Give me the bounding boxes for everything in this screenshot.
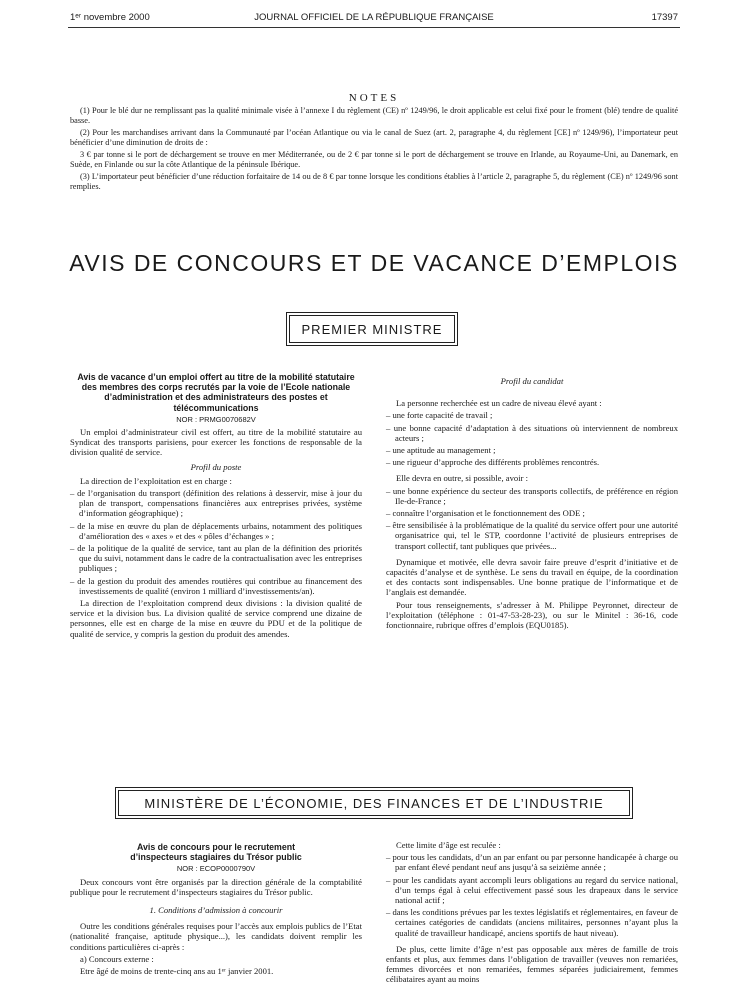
direction-item: – de l’organisation du transport (définition des relations à desservir, mise à jour du plan de transport, compensations financières aux entreprises privées, système d’information géographique) ; xyxy=(70,488,362,519)
recul-item: – pour les candidats ayant accompli leurs obligations au regard du service national, d’un temps égal à celui effectivement passé sous les drapeaux dans le service national actif ; xyxy=(386,874,678,906)
direction-item: – de la politique de la qualité de service, tant au plan de la définition des priorités que du suivi, notamment dans le cadre de la contractualisation avec les entreprises publiques ; xyxy=(70,543,362,574)
nor-reference: NOR : PRMG0070682V xyxy=(176,414,256,424)
age-limit: Etre âgé de moins de trente-cinq ans au 1ᵉʳ janvier 2001. xyxy=(80,966,274,977)
section-heading-ministere-economie: MINISTÈRE DE L’ÉCONOMIE, DES FINANCES ET DE L’INDUSTRIE xyxy=(118,790,630,816)
direction-item: – de la gestion du produit des amendes routières qui contribue au financement des investissements de qualité (environ 1 milliard d’investissements/an). xyxy=(70,575,362,596)
notes-list xyxy=(70,106,678,194)
candidat-item: – une forte capacité de travail ; xyxy=(386,410,493,421)
avis-vacance-title: Avis de vacance d’un emploi offert au titre de la mobilité statutaire des membres des corps recrutés par la voie de l’Ecole nationale d’administration et des administrateurs des postes et télécommunications xyxy=(77,372,355,413)
candidat-item: – une bonne capacité d’adaptation à des situations où interviennent de nombreux acteurs ; xyxy=(386,422,678,443)
avoir-item: – connaître l’organisation et le fonctionnement des ODE ; xyxy=(386,508,585,519)
avis-vacance-left-column xyxy=(70,372,362,641)
direction-intro: La direction de l’exploitation est en charge : xyxy=(80,475,232,486)
dynamique-paragraph: Dynamique et motivée, elle devra savoir faire preuve d’esprit d’initiative et de capacités d’analyse et de synthèse. Le sens du travail en équipe, de la coordination et des contacts sont indispensables. Une bonne pratique de l’informatique et de l’anglais est demandée. xyxy=(386,556,678,598)
conditions-title: 1. Conditions d’admission à concourir xyxy=(149,905,283,916)
recul-intro: Cette limite d’âge est reculée : xyxy=(396,840,501,850)
candidat-intro: La personne recherchée est un cadre de niveau élevé ayant : xyxy=(396,398,602,409)
avoir-item: – être sensibilisée à la problématique de la qualité du service offert pour une autorité organisatrice qui, tel le STP, coordonne l’activité de plusieurs entreprises de transport collectif, tant publiques que privées... xyxy=(386,520,678,551)
profil-candidat-title: Profil du candidat xyxy=(500,376,564,386)
direction-closing: La direction de l’exploitation comprend deux divisions : la division qualité de service et la division bus. La division qualité de service comprend une dizaine de personnes, elle est en charge de la mise en œuvre du PDU et de la politique de qualité de service, y compris la gestion du produit des amendes. xyxy=(70,598,362,639)
de-plus-paragraph: De plus, cette limite d’âge n’est pas opposable aux mères de famille de trois enfants et plus, aux femmes dans l’obligation de travailler (veuves non remariées, femmes divorcées et non remariées, femmes séparées judiciairement, femmes célibataires ayant au moins xyxy=(386,943,678,985)
avis-intro: Un emploi d’administrateur civil est offert, au titre de la mobilité statutaire au Syndicat des transports parisiens, pour exercer les fonctions de responsable de la division qualité de service. xyxy=(70,427,362,458)
conditions-text: Outre les conditions générales requises pour l’accès aux emplois publics de l’Etat (nationalité française, aptitude physique...), les candidats doivent remplir les conditions particulières ci-après : xyxy=(70,921,362,952)
concours-externe-label: a) Concours externe : xyxy=(80,953,154,964)
concours-intro: Deux concours vont être organisés par la direction générale de la comptabilité publique pour le recrutement d’inspecteurs stagiaires du Trésor public. xyxy=(70,876,362,897)
journal-title: JOURNAL OFFICIEL DE LA RÉPUBLIQUE FRANÇAISE xyxy=(254,12,494,23)
candidat-item: – une aptitude au management ; xyxy=(386,445,496,456)
avis-concours-right-column xyxy=(386,840,678,987)
recul-item: – dans les conditions prévues par les textes législatifs et réglementaires, en faveur de certaines catégories de candidats (anciens militaires, personnes n’ayant plus la qualité de travailleur handicapé, anciens sportifs de haut niveau). xyxy=(386,907,678,938)
notes-title: NOTES xyxy=(348,92,400,104)
section-heading-premier-ministre: PREMIER MINISTRE xyxy=(289,315,455,343)
note-item: (1) Pour le blé dur ne remplissant pas la qualité minimale visée à l’annexe I du règlement (CE) nº 1249/96, le droit applicable est celui fixé pour le froment (blé) tendre de qualité basse. xyxy=(70,106,678,125)
avis-concours-left-column xyxy=(70,842,362,978)
page-number: 17397 xyxy=(651,12,678,23)
avis-concours-title: Avis de concours pour le recrutement d’inspecteurs stagiaires du Trésor public xyxy=(130,842,302,863)
main-title: AVIS DE CONCOURS ET DE VACANCE D’EMPLOIS xyxy=(69,250,679,276)
header-divider xyxy=(68,27,680,28)
contact-paragraph: Pour tous renseignements, s’adresser à M. Philippe Peyronnet, directeur de l’exploitation (téléphone : 01-47-53-28-23), ou sur le Minitel : 36-16, code fonctionnaire, rubrique offres d’emplois (EQU0185). xyxy=(386,599,678,631)
candidat-item: – une rigueur d’approche des différents problèmes rencontrés. xyxy=(386,457,600,468)
profil-poste-title: Profil du poste xyxy=(190,461,242,472)
avoir-item: – une bonne expérience du secteur des transports collectifs, de préférence en région Ile-de-France ; xyxy=(386,485,678,506)
avoir-intro: Elle devra en outre, si possible, avoir : xyxy=(396,473,528,484)
note-item: 3 € par tonne si le port de déchargement se trouve en mer Méditerranée, ou de 2 € par tonne si le port de déchargement se trouve en Irlande, au Royaume-Uni, au Danemark, en Suède, en Finlande ou sur la côte Atlantique de la péninsule Ibérique. xyxy=(70,150,678,169)
recul-item: – pour tous les candidats, d’un an par enfant ou par personne handicapée à charge ou par enfant élevé pendant neuf ans jusqu’à sa seizième année ; xyxy=(386,852,678,873)
header-date: 1ᵉʳ novembre 2000 xyxy=(70,12,150,23)
nor-reference: NOR : ECOP0000790V xyxy=(176,864,256,874)
avis-vacance-right-column xyxy=(386,376,678,632)
note-item: (3) L’importateur peut bénéficier d’une réduction forfaitaire de 14 ou de 8 € par tonne lorsque les conditions établies à l’article 2, paragraphe 5, du règlement (CE) nº 1249/96 sont remplies. xyxy=(70,172,678,191)
note-item: (2) Pour les marchandises arrivant dans la Communauté par l’océan Atlantique ou via le canal de Suez (art. 2, paragraphe 4, du règlement [CE] nº 1249/96), l’importateur peut bénéficier d’une diminution de droits de : xyxy=(70,128,678,147)
direction-item: – de la mise en œuvre du plan de déplacements urbains, notamment des politiques d’amélioration des « axes » et des « pôles d’échanges » ; xyxy=(70,520,362,541)
